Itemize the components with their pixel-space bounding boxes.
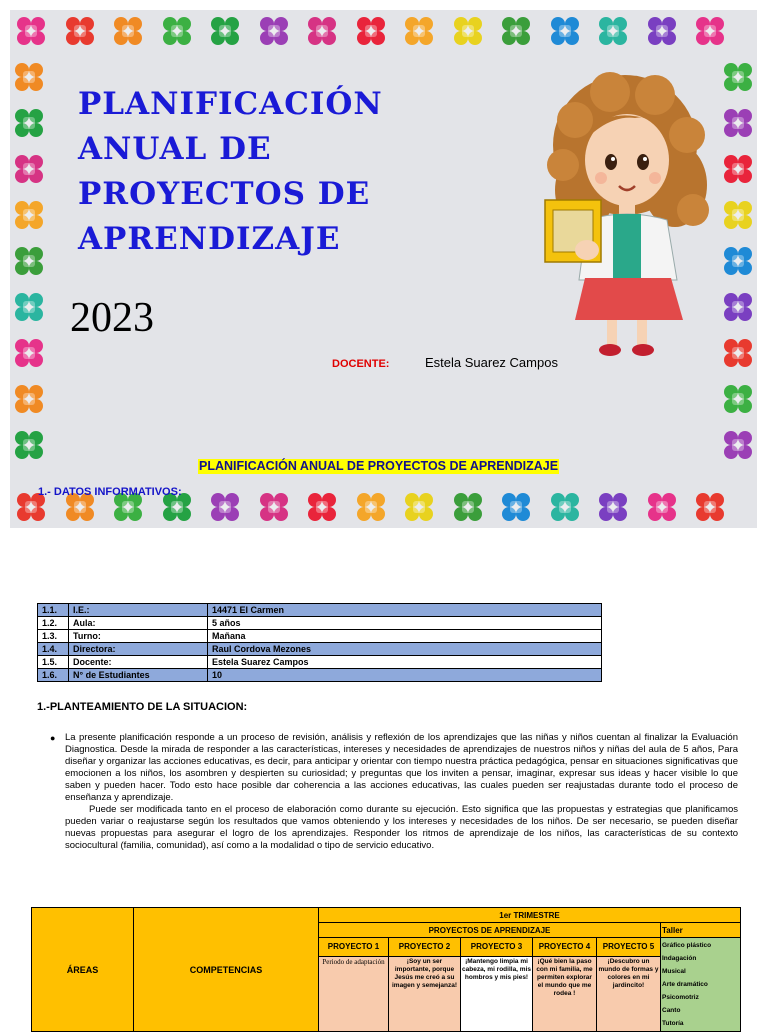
taller-item: Musical [662, 968, 686, 975]
taller-item: Psicomotriz [662, 994, 699, 1001]
docente-label: DOCENTE: [332, 358, 390, 370]
project-title: Periodo de adaptación [319, 956, 389, 1031]
project-header: PROYECTO 4 [533, 938, 597, 957]
clover-decoration-icon [162, 16, 192, 46]
cover-title-line: PROYECTOS DE [78, 176, 371, 212]
cover-year: 2023 [70, 295, 154, 341]
row-value: 10 [208, 669, 602, 682]
taller-item: Gráfico plástico [662, 942, 712, 949]
clover-decoration-icon [14, 200, 44, 230]
cover-page [10, 10, 757, 528]
project-header: PROYECTO 5 [597, 938, 661, 957]
clover-decoration-icon [14, 108, 44, 138]
docente-name: Estela Suarez Campos [425, 355, 558, 370]
clover-decoration-icon [695, 16, 725, 46]
clover-decoration-icon [723, 154, 753, 184]
clover-decoration-icon [259, 492, 289, 522]
clover-decoration-icon [453, 16, 483, 46]
clover-decoration-icon [356, 16, 386, 46]
table-row [32, 908, 741, 923]
planning-table [31, 907, 741, 1032]
cover-title-line: APRENDIZAJE [78, 221, 341, 257]
project-title: ¡Soy un ser importante, porque Jesús me creó a su imagen y semejanza! [389, 956, 461, 1031]
clover-decoration-icon [16, 16, 46, 46]
project-title: ¡Qué bien la paso con mi familia, me permiten explorar el mundo que me rodea ! [533, 956, 597, 1031]
row-number: 1.3. [38, 630, 69, 643]
clover-decoration-icon [647, 16, 677, 46]
clover-decoration-icon [14, 338, 44, 368]
clover-decoration-icon [307, 16, 337, 46]
clover-decoration-icon [723, 108, 753, 138]
bullet-icon: ● [50, 733, 56, 743]
competencias-header: COMPETENCIAS [134, 908, 319, 1032]
table-row [38, 604, 602, 617]
table-row [38, 630, 602, 643]
row-value: Estela Suarez Campos [208, 656, 602, 669]
cover-title-line: ANUAL DE [78, 131, 272, 167]
clover-decoration-icon [723, 292, 753, 322]
clover-decoration-icon [598, 492, 628, 522]
situation-paragraph: La presente planificación responde a un proceso de revisión, análisis y reflexión de los aprendizajes que las niñas y niños cuentan al finalizar la Evaluación Diagnostica. Desde la mirada de responder a las características, intereses y necesidades de aprendizajes de nuestros niños y niñas del aula de 5 años, Para diseñar y organizar las acciones educativas, es decir, para anticipar y orientar con tiempo nuestra práctica pedagógica, pensar en situaciones significativas que emocionen a los niños, los asombren y despierten su curiosidad; y preguntas que los inviten a pensar, imaginar, expresar sus ideas y hacer visible lo que saben y pueden hacer. Todo esto hace posible dar coherencia a las acciones educativas, las cuales pueden ser reajustadas durante todo el proceso de enseñanza y aprendizaje. [65, 732, 738, 803]
section-heading-situacion: 1.-PLANTEAMIENTO DE LA SITUACION: [37, 701, 248, 713]
clover-decoration-icon [598, 16, 628, 46]
cover-title [78, 82, 383, 262]
row-key: Docente: [69, 656, 208, 669]
clover-decoration-icon [453, 492, 483, 522]
table-row [38, 617, 602, 630]
clover-decoration-icon [14, 430, 44, 460]
project-header: PROYECTO 2 [389, 938, 461, 957]
clover-decoration-icon [14, 62, 44, 92]
clover-decoration-icon [501, 16, 531, 46]
taller-header: Taller [661, 923, 741, 938]
clover-decoration-icon [210, 16, 240, 46]
row-value: Raul Cordova Mezones [208, 643, 602, 656]
clover-decoration-icon [356, 492, 386, 522]
taller-item: Arte dramático [662, 981, 708, 988]
project-header: PROYECTO 1 [319, 938, 389, 957]
trimestre-header: 1er TRIMESTRE [319, 908, 741, 923]
row-key: Directora: [69, 643, 208, 656]
clover-decoration-icon [14, 384, 44, 414]
project-title: ¡Descubro un mundo de formas y colores en mi jardincito! [597, 956, 661, 1031]
clover-decoration-icon [501, 492, 531, 522]
clover-decoration-icon [550, 492, 580, 522]
row-key: I.E.: [69, 604, 208, 617]
row-value: Mañana [208, 630, 602, 643]
row-key: Turno: [69, 630, 208, 643]
clover-decoration-icon [723, 430, 753, 460]
row-number: 1.1. [38, 604, 69, 617]
clover-decoration-icon [259, 16, 289, 46]
proyectos-header: PROYECTOS DE APRENDIZAJE [319, 923, 661, 938]
clover-decoration-icon [723, 200, 753, 230]
clover-decoration-icon [113, 16, 143, 46]
situation-paragraph: Puede ser modificada tanto en el proceso de elaboración como durante su ejecución. Esto significa que las propuestas y estrategias que planificamos pueden variar o reajustarse según los resultados que vamos obteniendo y los intereses y necesidades de los niños. De ser necesario, se pueden diseñar nuevas propuestas para asegurar el logro de los aprendizajes. Responder los ritmos de aprendizaje de los niños, las características de su contexto sociocultural (familia, comunidad), así como a la modalidad o tipo de servicio educativo. [65, 804, 738, 851]
clover-decoration-icon [14, 292, 44, 322]
clover-decoration-icon [695, 492, 725, 522]
table-row [38, 643, 602, 656]
row-number: 1.4. [38, 643, 69, 656]
clover-decoration-icon [723, 246, 753, 276]
clover-decoration-icon [404, 16, 434, 46]
section-datos-informativos: 1.- DATOS INFORMATIVOS: [38, 486, 182, 498]
cover-subtitle: PLANIFICACIÓN ANUAL DE PROYECTOS DE APRENDIZAJE [199, 459, 559, 473]
clover-decoration-icon [647, 492, 677, 522]
clover-decoration-icon [723, 384, 753, 414]
clover-decoration-icon [307, 492, 337, 522]
project-title: ¡Mantengo limpia mi cabeza, mi rodilla, mis hombros y mis pies! [461, 956, 533, 1031]
taller-item: Canto [662, 1007, 681, 1014]
clover-decoration-icon [723, 62, 753, 92]
clover-decoration-icon [550, 16, 580, 46]
cover-title-line: PLANIFICACIÓN [78, 86, 383, 122]
row-number: 1.2. [38, 617, 69, 630]
row-value: 5 años [208, 617, 602, 630]
clover-decoration-icon [210, 492, 240, 522]
clover-decoration-icon [404, 492, 434, 522]
clover-decoration-icon [14, 246, 44, 276]
row-value: 14471 El Carmen [208, 604, 602, 617]
areas-header: ÁREAS [32, 908, 134, 1032]
teacher-illustration [515, 70, 715, 360]
project-header: PROYECTO 3 [461, 938, 533, 957]
row-number: 1.5. [38, 656, 69, 669]
table-row [38, 656, 602, 669]
datos-informativos-table [37, 603, 602, 682]
row-key: N° de Estudiantes [69, 669, 208, 682]
row-key: Aula: [69, 617, 208, 630]
row-number: 1.6. [38, 669, 69, 682]
table-row [38, 669, 602, 682]
clover-decoration-icon [723, 338, 753, 368]
taller-list [661, 938, 741, 1032]
taller-item: Tutoría [662, 1020, 684, 1027]
clover-decoration-icon [14, 154, 44, 184]
taller-item: Indagación [662, 955, 697, 962]
clover-decoration-icon [65, 16, 95, 46]
